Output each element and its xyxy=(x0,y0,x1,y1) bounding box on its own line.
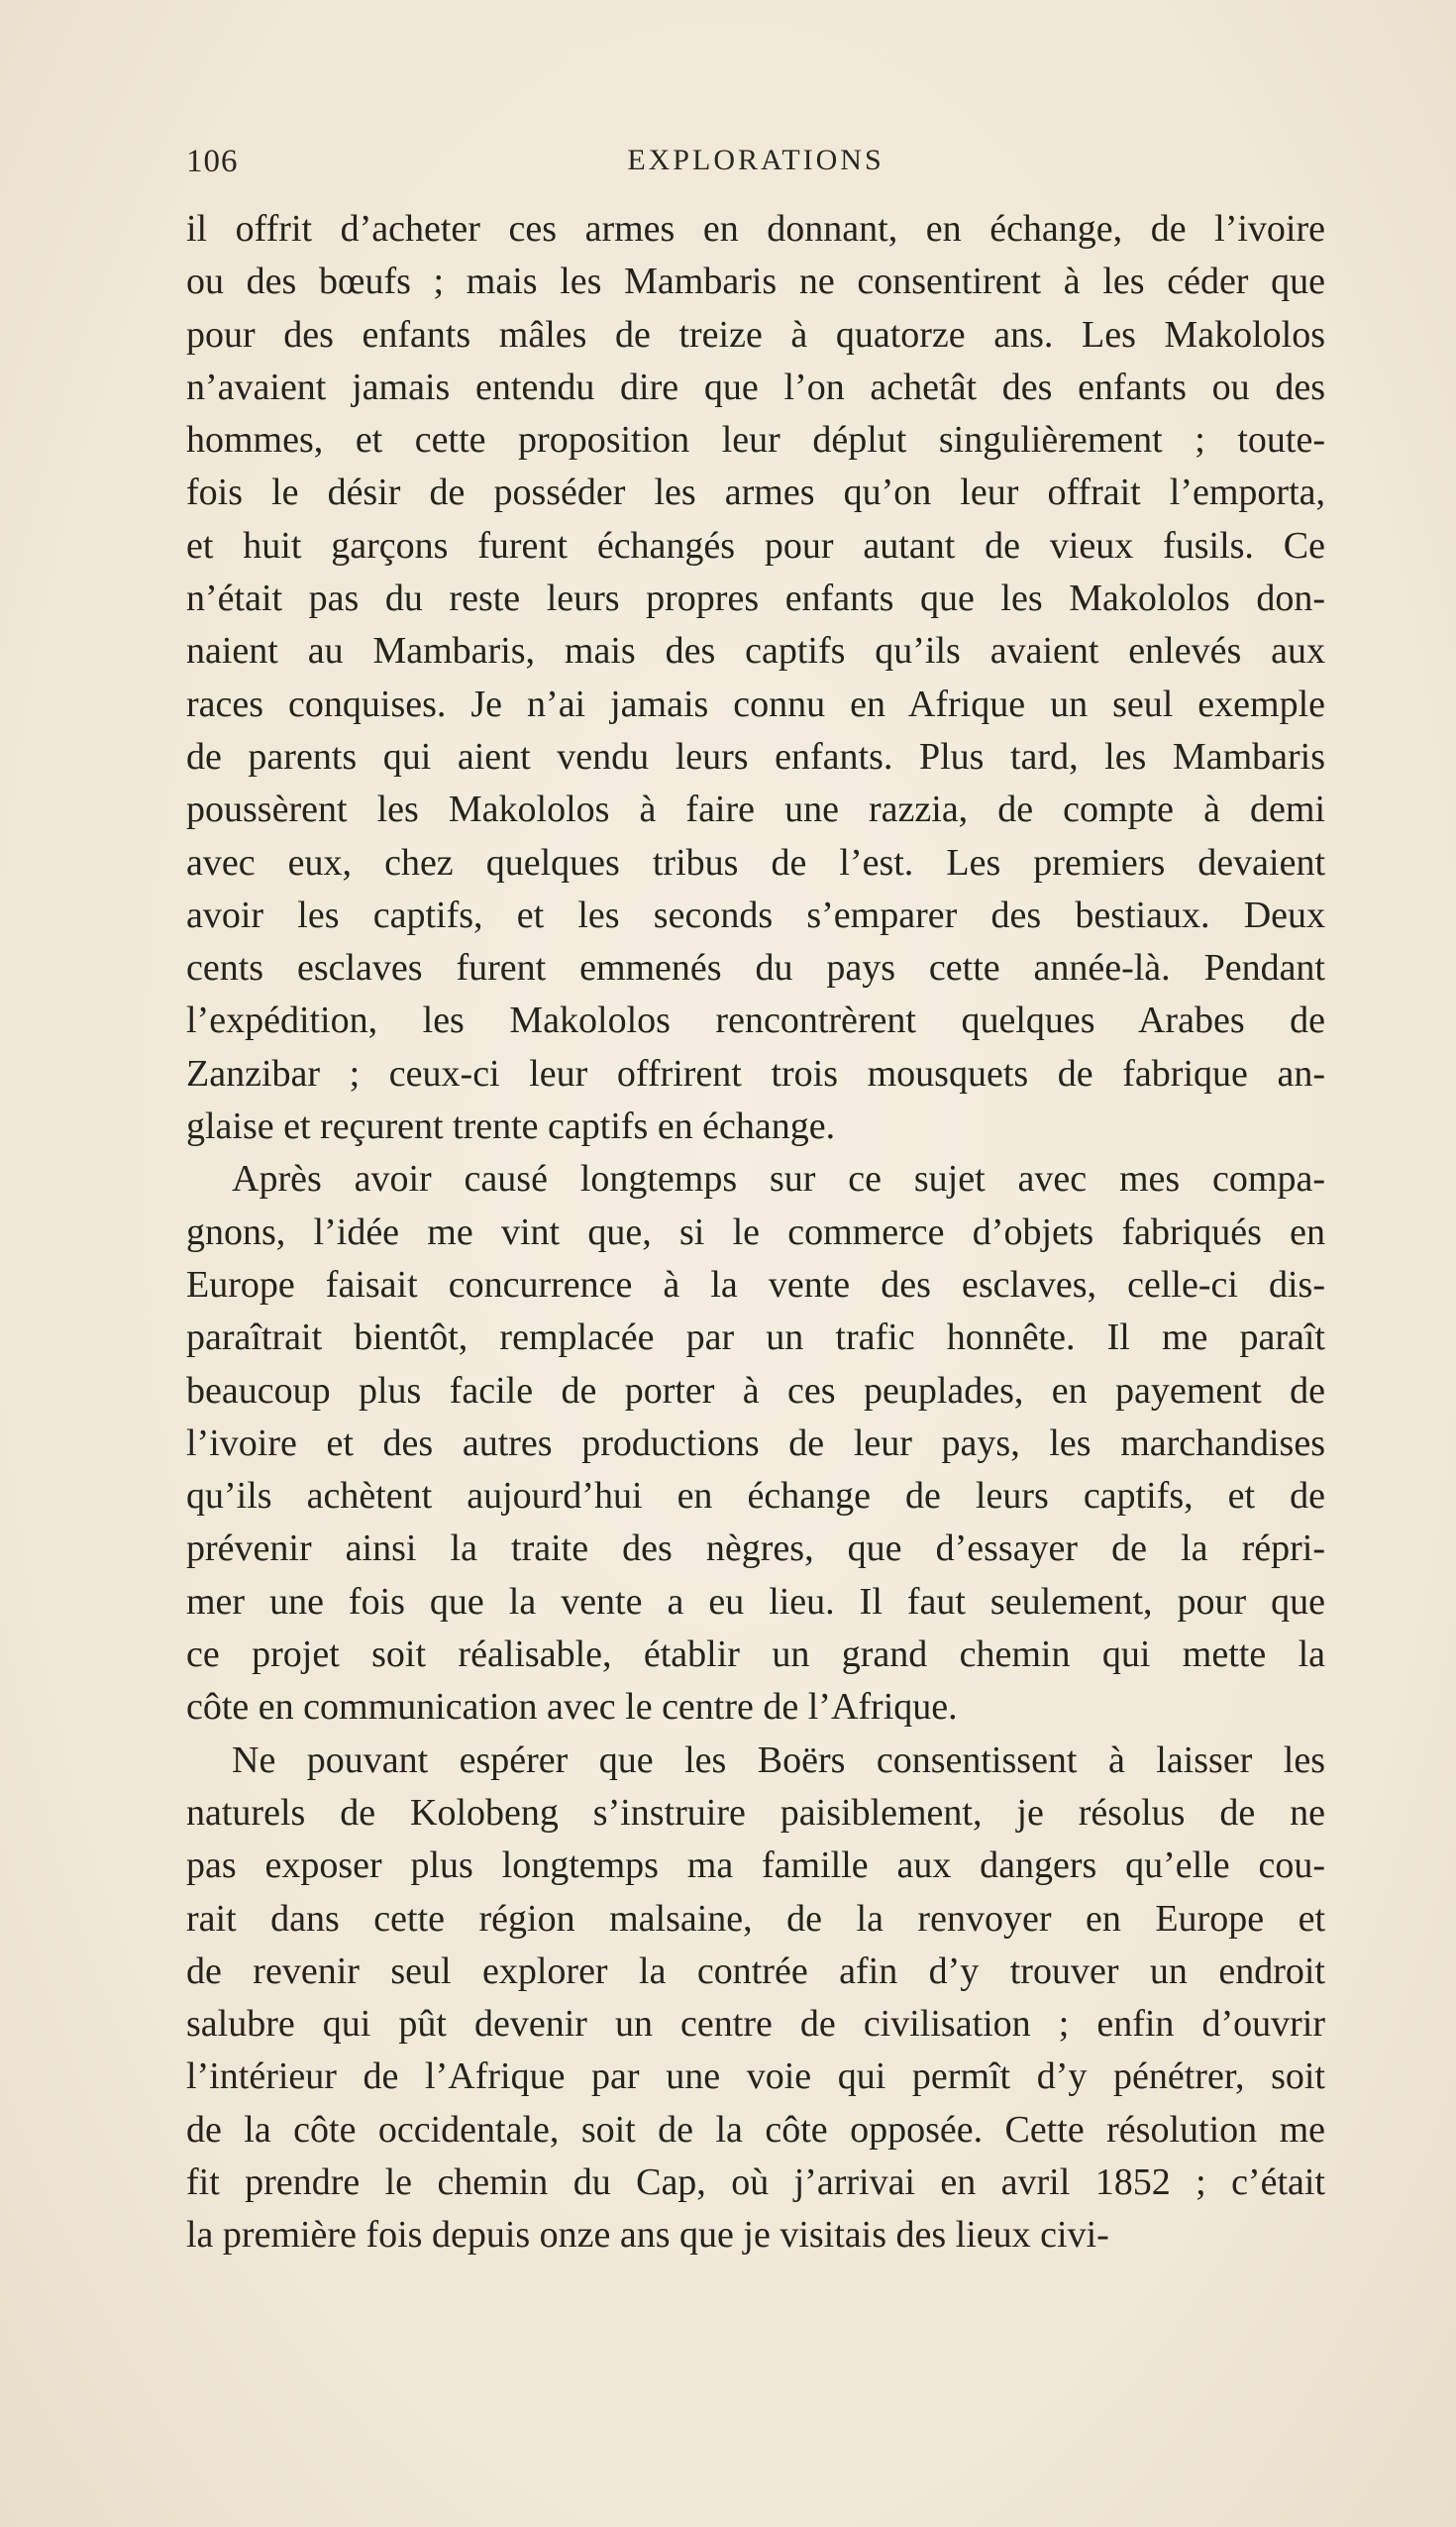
text-line: fit prendre le chemin du Cap, où j’arrivai en avril 1852 ; c’était xyxy=(186,2160,1325,2203)
running-title: EXPLORATIONS xyxy=(627,144,884,176)
text-line: côte en communication avec le centre de l’Afrique. xyxy=(186,1686,958,1729)
text-line: naient au Mambaris, mais des captifs qu’ils avaient enlevés aux xyxy=(186,630,1325,673)
text-line: glaise et reçurent trente captifs en échange. xyxy=(186,1106,836,1148)
text-line: fois le désir de posséder les armes qu’on leur offrait l’emporta, xyxy=(186,472,1325,514)
text-line: n’avaient jamais entendu dire que l’on achetât des enfants ou des xyxy=(186,366,1325,408)
text-line: Ne pouvant espérer que les Boërs consentissent à laisser les xyxy=(232,1738,1325,1781)
text-line: de parents qui aient vendu leurs enfants. Plus tard, les Mambaris xyxy=(186,735,1325,778)
text-line: rait dans cette région malsaine, de la renvoyer en Europe et xyxy=(186,1897,1325,1940)
text-line: l’intérieur de l’Afrique par une voie qui permît d’y pénétrer, soit xyxy=(186,2055,1325,2098)
text-line: de la côte occidentale, soit de la côte opposée. Cette résolution me xyxy=(186,2108,1325,2151)
paragraph xyxy=(186,1735,1325,2263)
text-line: et huit garçons furent échangés pour autant de vieux fusils. Ce xyxy=(186,524,1325,567)
text-line: beaucoup plus facile de porter à ces peuplades, en payement de xyxy=(186,1369,1325,1412)
text-line: naturels de Kolobeng s’instruire paisiblement, je résolus de ne xyxy=(186,1791,1325,1834)
page-number: 106 xyxy=(186,144,239,179)
text-line: ou des bœufs ; mais les Mambaris ne consentirent à les céder que xyxy=(186,261,1325,303)
text-line: ce projet soit réalisable, établir un grand chemin qui mette la xyxy=(186,1633,1325,1676)
text-line: il offrit d’acheter ces armes en donnant, en échange, de l’ivoire xyxy=(186,208,1325,250)
text-line: mer une fois que la vente a eu lieu. Il faut seulement, pour que xyxy=(186,1580,1325,1623)
body-text xyxy=(186,203,1325,2263)
text-line: cents esclaves furent emmenés du pays cette année-là. Pendant xyxy=(186,947,1325,990)
text-line: l’expédition, les Makololos rencontrèrent quelques Arabes de xyxy=(186,1000,1325,1042)
text-line: paraîtrait bientôt, remplacée par un trafic honnête. Il me paraît xyxy=(186,1316,1325,1359)
text-line: pas exposer plus longtemps ma famille aux dangers qu’elle cou- xyxy=(186,1844,1325,1887)
paragraph xyxy=(186,203,1325,1153)
text-line: prévenir ainsi la traite des nègres, que d’essayer de la répri- xyxy=(186,1527,1325,1570)
text-line: races conquises. Je n’ai jamais connu en Afrique un seul exemple xyxy=(186,683,1325,725)
text-line: pour des enfants mâles de treize à quatorze ans. Les Makololos xyxy=(186,313,1325,356)
text-line: la première fois depuis onze ans que je visitais des lieux civi- xyxy=(186,2214,1109,2257)
text-line: poussèrent les Makololos à faire une razzia, de compte à demi xyxy=(186,789,1325,831)
paragraph xyxy=(186,1153,1325,1734)
text-line: Après avoir causé longtemps sur ce sujet avec mes compa- xyxy=(232,1158,1325,1201)
text-line: avec eux, chez quelques tribus de l’est. Les premiers devaient xyxy=(186,841,1325,884)
text-line: n’était pas du reste leurs propres enfants que les Makololos don- xyxy=(186,578,1325,620)
page-header xyxy=(186,144,1325,193)
text-line: salubre qui pût devenir un centre de civilisation ; enfin d’ouvrir xyxy=(186,2003,1325,2046)
text-line: avoir les captifs, et les seconds s’emparer des bestiaux. Deux xyxy=(186,894,1325,936)
text-line: gnons, l’idée me vint que, si le commerce d’objets fabriqués en xyxy=(186,1211,1325,1253)
text-line: hommes, et cette proposition leur déplut singulièrement ; toute- xyxy=(186,419,1325,462)
text-line: l’ivoire et des autres productions de leur pays, les marchandises xyxy=(186,1421,1325,1464)
text-line: qu’ils achètent aujourd’hui en échange de leurs captifs, et de xyxy=(186,1475,1325,1518)
text-line: Zanzibar ; ceux-ci leur offrirent trois mousquets de fabrique an- xyxy=(186,1052,1325,1095)
text-line: de revenir seul explorer la contrée afin d’y trouver un endroit xyxy=(186,1949,1325,1992)
text-line: Europe faisait concurrence à la vente des esclaves, celle-ci dis- xyxy=(186,1263,1325,1306)
